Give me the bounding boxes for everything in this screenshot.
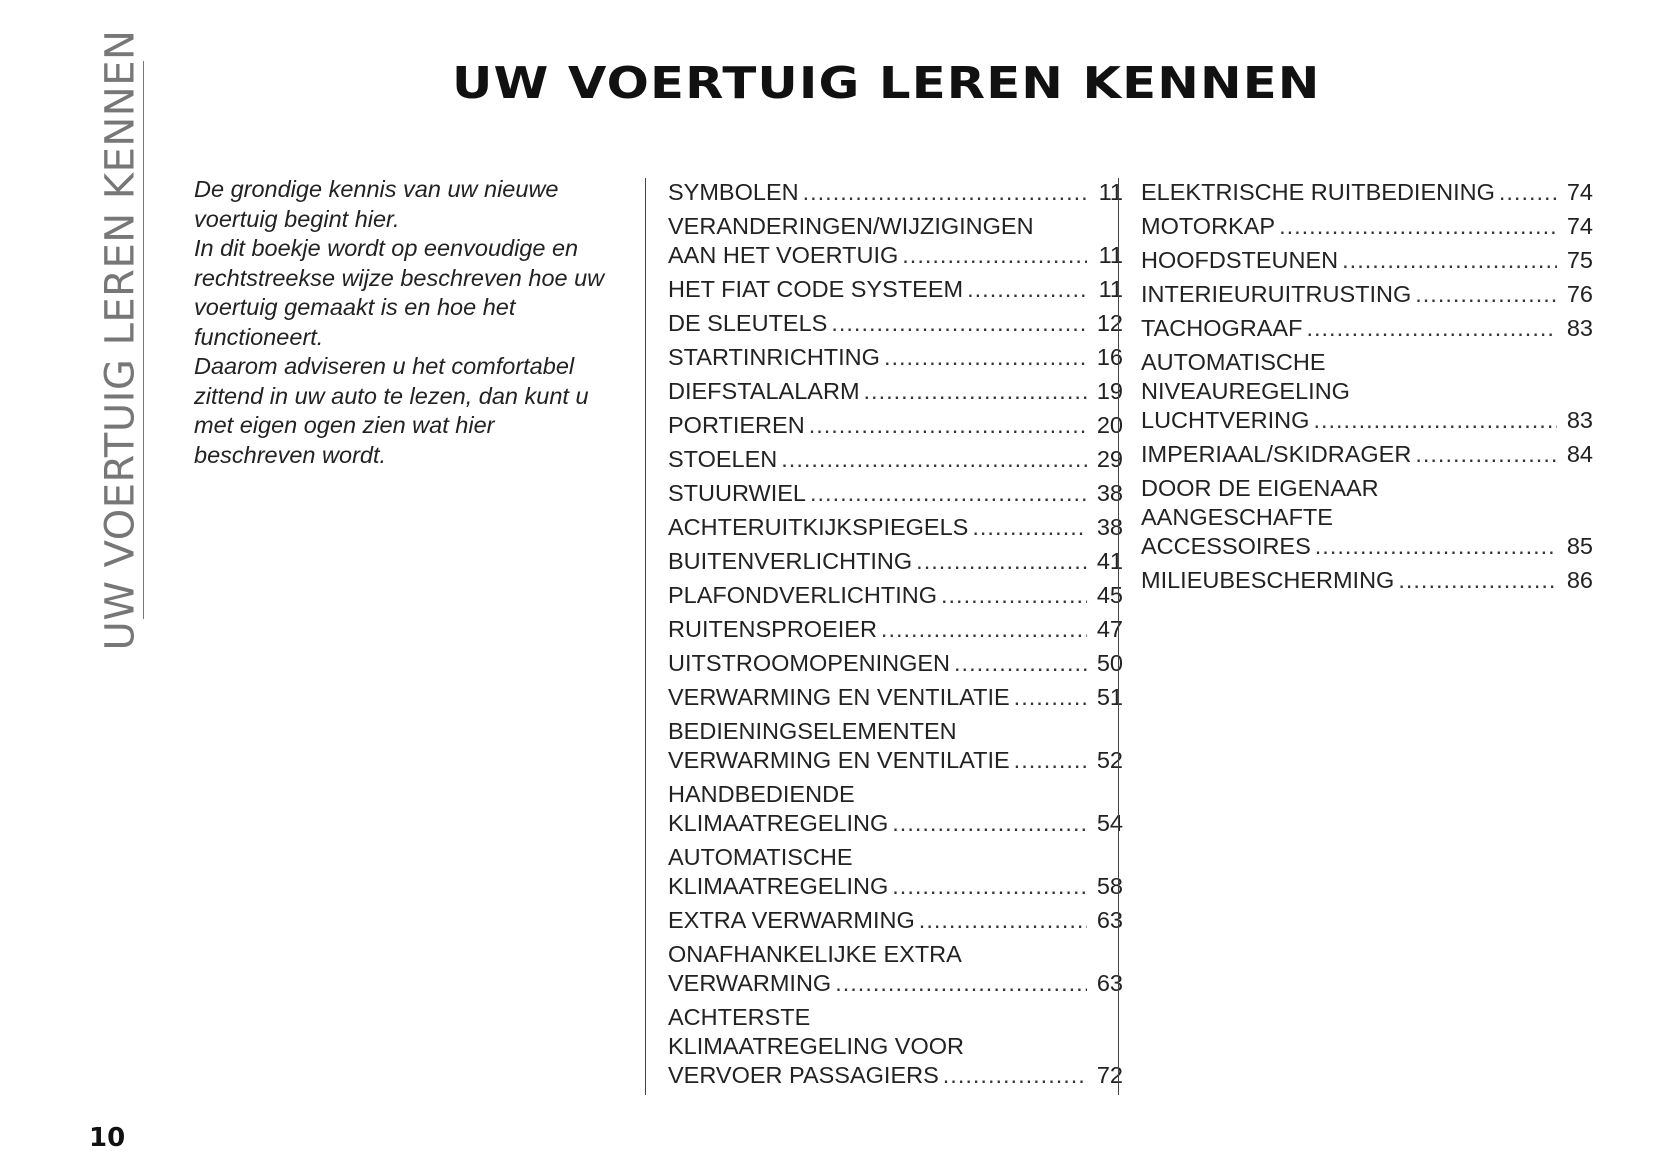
toc-entry-label: HANDBEDIENDE [668,781,855,807]
toc-entry[interactable] [668,683,1123,712]
toc-leader-dots [1415,280,1557,309]
toc-entry-label: UITSTROOMOPENINGEN [668,650,951,676]
toc-leader-dots [943,1061,1087,1090]
toc-entry[interactable] [1141,314,1593,343]
toc-leader-dots [810,479,1087,508]
toc-leader-dots [884,343,1087,372]
toc-entry-label: AUTOMATISCHE [1141,349,1326,375]
toc-leader-dots [781,445,1087,474]
toc-page-number: 47 [1096,616,1123,642]
toc-page-number: 86 [1566,567,1593,593]
toc-entry-row [668,309,1123,338]
toc-entry-row [668,343,1123,372]
page-title: UW VOERTUIG LEREN KENNEN [452,58,1321,109]
toc-entry[interactable] [1141,246,1593,275]
toc-entry-label: ACCESSOIRES [1141,533,1311,559]
toc-entry[interactable] [668,780,1123,838]
toc-leader-dots [1315,532,1557,561]
toc-entry-row [668,547,1123,576]
toc-entry[interactable] [1141,178,1593,207]
toc-entry-label: RUITENSPROEIER [668,616,877,642]
intro-paragraph: De grondige kennis van uw nieuwe voertuig begint hier. [194,176,559,232]
toc-entry-label: KLIMAATREGELING [668,810,889,836]
toc-leader-dots [954,649,1087,678]
toc-leader-dots [809,411,1087,440]
toc-entry-row [668,377,1123,406]
toc-leader-dots [831,309,1087,338]
toc-page-number: 16 [1096,344,1123,370]
toc-page-number: 63 [1096,970,1123,996]
toc-entry-label: VERVOER PASSAGIERS [668,1062,939,1088]
toc-entry-row [668,906,1123,935]
toc-leader-dots [1014,683,1087,712]
toc-entry[interactable] [668,309,1123,338]
toc-entry-label: VERWARMING EN VENTILATIE [668,747,1010,773]
toc-column-1 [645,178,1123,1095]
toc-entry-label: MILIEUBESCHERMING [1141,567,1395,593]
toc-page-number: 41 [1096,548,1123,574]
toc-entry-label: IMPERIAAL/SKIDRAGER [1141,441,1412,467]
toc-entry[interactable] [668,581,1123,610]
toc-page-number: 72 [1096,1062,1123,1088]
toc-page-number: 83 [1566,407,1593,433]
toc-entry-row [668,683,1123,712]
toc-entry-label: AANGESCHAFTE [1141,504,1333,530]
toc-entry-label: STARTINRICHTING [668,344,880,370]
toc-entry[interactable] [668,615,1123,644]
toc-leader-dots [803,178,1087,207]
toc-leader-dots [892,872,1087,901]
toc-entry-row [1141,314,1593,343]
page-number: 10 [89,1123,126,1153]
toc-entry-row [1141,406,1593,435]
side-chapter-title-text: UW VOERTUIG LEREN KENNEN [97,29,143,651]
toc-entry-row [668,615,1123,644]
toc-entry[interactable] [1141,474,1593,561]
toc-entry-row [1141,178,1593,207]
toc-page-number: 76 [1566,281,1593,307]
toc-page-number: 38 [1096,480,1123,506]
toc-leader-dots [967,275,1087,304]
toc-leader-dots [1398,566,1557,595]
toc-entry[interactable] [1141,440,1593,469]
toc-page-number: 11 [1098,242,1123,268]
toc-entry-label: STOELEN [668,446,778,472]
toc-leader-dots [881,615,1087,644]
toc-entry-label: NIVEAUREGELING [1141,378,1350,404]
toc-entry-row [1141,566,1593,595]
toc-entry-label: VERANDERINGEN/WIJZIGINGEN [668,213,1034,239]
toc-entry-row [668,241,1123,270]
toc-entry-row [668,969,1123,998]
toc-leader-dots [864,377,1087,406]
toc-entry-row [668,178,1123,207]
intro-text [194,175,614,470]
toc-entry[interactable] [1141,280,1593,309]
toc-entry[interactable] [668,906,1123,935]
toc-page-number: 58 [1096,873,1123,899]
toc-entry[interactable] [668,343,1123,372]
toc-leader-dots [941,581,1087,610]
toc-entry[interactable] [668,513,1123,542]
toc-entry-label: MOTORKAP [1141,213,1276,239]
toc-entry-label: ONAFHANKELIJKE EXTRA [668,941,962,967]
toc-entry[interactable] [668,377,1123,406]
toc-entry-label: DIEFSTALALARM [668,378,860,404]
toc-leader-dots [972,513,1087,542]
toc-leader-dots [919,906,1087,935]
toc-leader-dots [892,809,1087,838]
toc-page-number: 74 [1566,179,1593,205]
toc-entry-label: BEDIENINGSELEMENTEN [668,718,957,744]
toc-leader-dots [1313,406,1557,435]
toc-entry[interactable] [1141,348,1593,435]
toc-page-number: 54 [1096,810,1123,836]
toc-entry[interactable] [668,411,1123,440]
toc-entry[interactable] [668,717,1123,775]
toc-page-number: 83 [1566,315,1593,341]
toc-entry-label: SYMBOLEN [668,179,799,205]
toc-entry-row [668,445,1123,474]
toc-entry-row [668,479,1123,508]
toc-entry[interactable] [1141,566,1593,595]
toc-entry-label: PLAFONDVERLICHTING [668,582,937,608]
toc-page-number: 45 [1096,582,1123,608]
toc-leader-dots [1415,440,1557,469]
toc-entry-label: TACHOGRAAF [1141,315,1303,341]
toc-page-number: 63 [1096,907,1123,933]
toc-entry-label: DE SLEUTELS [668,310,828,336]
toc-entry-row [1141,280,1593,309]
toc-entry[interactable] [668,445,1123,474]
toc-entry-row [1141,532,1593,561]
toc-page-number: 29 [1096,446,1123,472]
toc-entry[interactable] [668,940,1123,998]
toc-entry-label: STUURWIEL [668,480,806,506]
toc-entry-label: HET FIAT CODE SYSTEEM [668,276,964,302]
toc-entry-row [668,275,1123,304]
toc-entry-label: ELEKTRISCHE RUITBEDIENING [1141,179,1495,205]
side-chapter-title [97,29,143,651]
toc-entry-label: AAN HET VOERTUIG [668,242,899,268]
toc-entry-row [668,649,1123,678]
toc-page-number: 11 [1098,276,1123,302]
toc-entry-label: BUITENVERLICHTING [668,548,913,574]
toc-entry-label: DOOR DE EIGENAAR [1141,475,1379,501]
toc-leader-dots [1306,314,1557,343]
intro-paragraph: Daarom adviseren u het comfortabel zittend in uw auto te lezen, dan kunt u met eigen ogen zien wat hier beschreven wordt. [194,353,589,468]
toc-leader-dots [902,241,1087,270]
toc-entry-label: AUTOMATISCHE [668,844,853,870]
toc-entry-row [668,746,1123,775]
toc-leader-dots [835,969,1087,998]
toc-entry[interactable] [668,178,1123,207]
toc-entry-label: PORTIEREN [668,412,805,438]
toc-entry-label: ACHTERUITKIJKSPIEGELS [668,514,969,540]
toc-entry[interactable] [668,212,1123,270]
toc-entry[interactable] [668,649,1123,678]
toc-page-number: 51 [1096,684,1123,710]
toc-entry-label: KLIMAATREGELING [668,873,889,899]
toc-entry-row [668,581,1123,610]
toc-page-number: 11 [1098,179,1123,205]
toc-entry-row [1141,246,1593,275]
toc-entry-row [668,872,1123,901]
toc-entry-label: KLIMAATREGELING VOOR [668,1033,964,1059]
toc-entry-label: VERWARMING [668,970,832,996]
toc-leader-dots [916,547,1087,576]
toc-entry-row [1141,212,1593,241]
toc-entry-row [668,1061,1123,1090]
toc-page-number: 12 [1096,310,1123,336]
toc-entry-row [668,513,1123,542]
toc-entry-label: EXTRA VERWARMING [668,907,915,933]
toc-entry[interactable] [668,1003,1123,1090]
toc-entry-row [668,809,1123,838]
toc-page-number: 52 [1096,747,1123,773]
toc-page-number: 20 [1096,412,1123,438]
intro-paragraph: In dit boekje wordt op eenvoudige en rechtstreekse wijze beschreven hoe uw voertuig gemaakt is en hoe het functioneert. [194,235,605,350]
toc-entry-label: HOOFDSTEUNEN [1141,247,1339,273]
toc-entry-label: INTERIEURUITRUSTING [1141,281,1412,307]
toc-entry-label: VERWARMING EN VENTILATIE [668,684,1010,710]
toc-page-number: 74 [1566,213,1593,239]
toc-entry[interactable] [668,843,1123,901]
toc-column-2 [1118,178,1593,1095]
toc-entry[interactable] [668,275,1123,304]
toc-entry-row [1141,440,1593,469]
toc-page-number: 50 [1096,650,1123,676]
toc-entry-label: ACHTERSTE [668,1004,811,1030]
toc-leader-dots [1014,746,1087,775]
side-divider [143,61,144,619]
toc-entry[interactable] [668,547,1123,576]
toc-page-number: 84 [1566,441,1593,467]
toc-page-number: 85 [1566,533,1593,559]
toc-page-number: 75 [1566,247,1593,273]
toc-leader-dots [1342,246,1557,275]
toc-entry-label: LUCHTVERING [1141,407,1310,433]
toc-leader-dots [1279,212,1557,241]
toc-leader-dots [1499,178,1557,207]
toc-page-number: 38 [1096,514,1123,540]
toc-entry-row [668,411,1123,440]
toc-entry[interactable] [668,479,1123,508]
toc-page-number: 19 [1096,378,1123,404]
toc-entry[interactable] [1141,212,1593,241]
